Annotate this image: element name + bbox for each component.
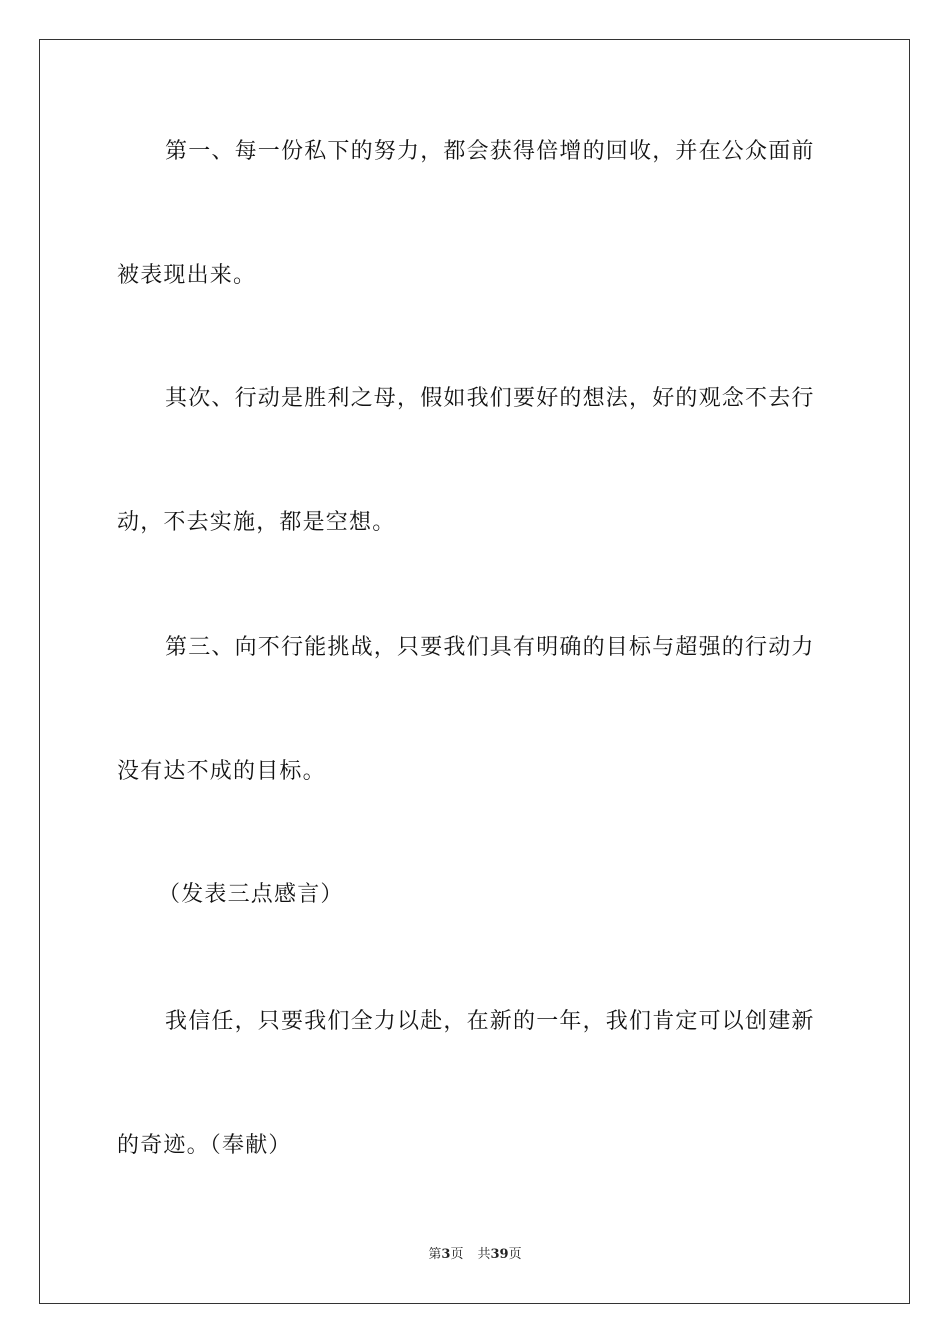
paragraph-2-line-2: 动，不去实施，都是空想。 (117, 510, 396, 535)
footer-total-suffix: 页 (508, 1247, 522, 1262)
footer-total-prefix: 共 (477, 1247, 491, 1262)
paragraph-1-line-1: 第一、每一份私下的努力，都会获得倍增的回收，并在公众面前 (165, 139, 815, 164)
paragraph-3-line-2: 没有达不成的目标。 (117, 759, 326, 784)
footer-page-suffix: 页 (450, 1247, 464, 1262)
paragraph-1-line-2: 被表现出来。 (117, 263, 257, 288)
paragraph-4-line-1: （发表三点感言） (158, 882, 344, 907)
footer-page-total: 39 (490, 1247, 509, 1262)
paragraph-5-line-1: 我信任，只要我们全力以赴，在新的一年，我们肯定可以创建新 (165, 1009, 815, 1034)
paragraph-3-line-1: 第三、向不行能挑战，只要我们具有明确的目标与超强的行动力 (165, 635, 815, 660)
paragraph-2-line-1: 其次、行动是胜利之母，假如我们要好的想法，好的观念不去行 (165, 386, 815, 411)
paragraph-5-line-2: 的奇迹。（奉献） (117, 1133, 292, 1158)
page-border (39, 39, 910, 1304)
footer-page-prefix: 第 (428, 1247, 442, 1262)
footer-page-current: 3 (441, 1247, 451, 1262)
page-footer (0, 1246, 950, 1264)
